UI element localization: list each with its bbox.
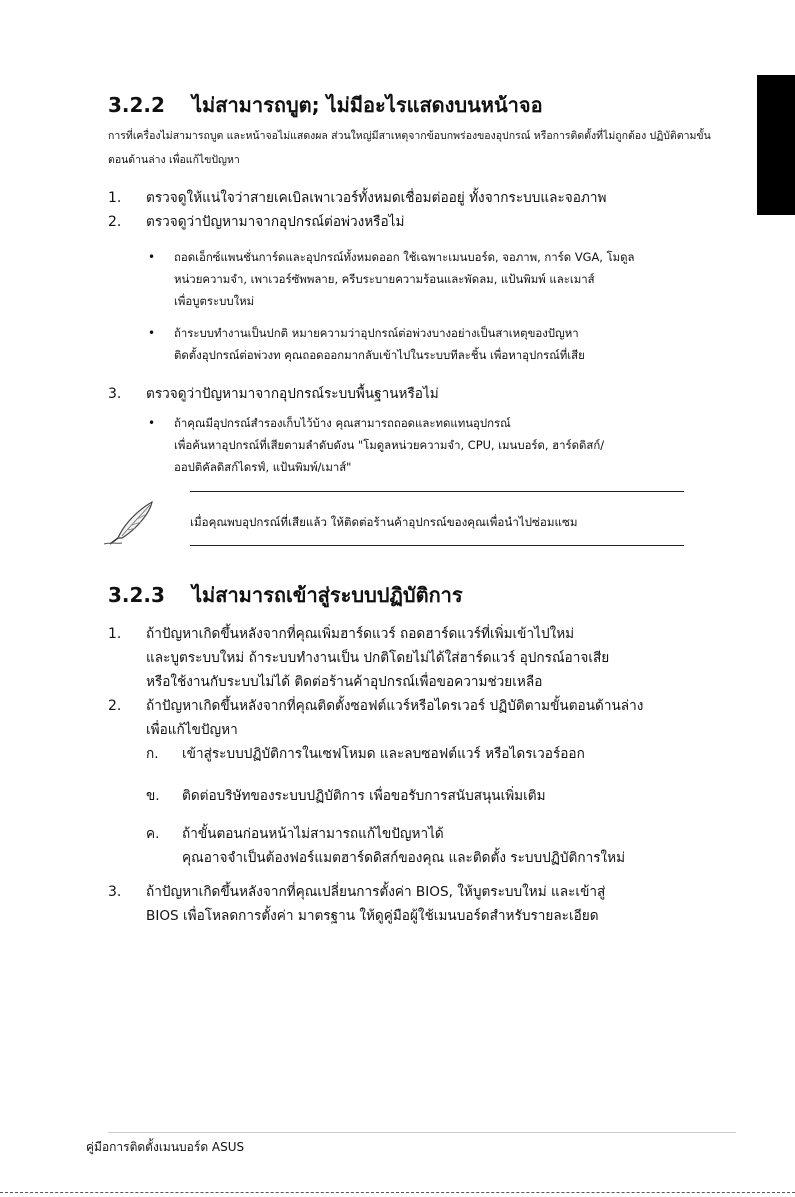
section-title: ไม่สามารถเข้าสู่ระบบปฏิบัติการ — [192, 583, 463, 607]
bullet-dot: • — [148, 326, 156, 340]
note-top-rule — [190, 491, 684, 492]
sub-step-label: ข. — [146, 788, 160, 804]
step-text: ตรวจดูว่าปัญหามาจากอุปกรณ์ต่อพ่วงหรือไม่ — [146, 214, 405, 230]
intro-paragraph: การที่เครื่องไม่สามารถบูต และหน้าจอไม่แสดงผล ส่วนใหญ่มีสาเหตุจากข้อบกพร่องของอุปกรณ์ หรือการติดตั้งที่ไม่ถูกต้อง ปฏิบัติตามขั้นตอนด้านล่าง เพื่อแก้ไขปัญหา — [108, 130, 711, 166]
pen-icon — [100, 498, 160, 548]
bullet-line: ถอดเอ็กซ์แพนชั่นการ์ดและอุปกรณ์ทั้งหมดออก ใช้เฉพาะเมนบอร์ด, จอภาพ, การ์ด VGA, โมดูล — [174, 250, 635, 264]
sub-step-line: เข้าสู่ระบบปฏิบัติการในเซฟโหมด และลบซอฟต์แวร์ หรือไดรเวอร์ออก — [182, 746, 585, 762]
language-tab-marker — [757, 75, 795, 215]
sub-step-label: ก. — [146, 746, 159, 762]
step-text: ตรวจดูว่าปัญหามาจากอุปกรณ์ระบบพื้นฐานหรือไม่ — [146, 386, 439, 402]
page-footer: คู่มือการติดตั้งเมนบอร์ด ASUS — [86, 1140, 245, 1154]
step-line: หรือใช้งานกับระบบไม่ได้ ติดต่อร้านค้าอุปกรณ์เพื่อขอความช่วยเหลือ — [146, 674, 543, 690]
sub-step-line: ถ้าขั้นตอนก่อนหน้าไม่สามารถแก้ไขปัญหาได้ — [182, 826, 444, 842]
step-line: ถ้าปัญหาเกิดขึ้นหลังจากที่คุณเปลี่ยนการตั้งค่า BIOS, ให้บูตระบบใหม่ และเข้าสู่ — [146, 884, 606, 900]
section-heading — [108, 582, 463, 608]
bullet-line: เพื่อค้นหาอุปกรณ์ที่เสียตามลำดับดังน "โมดูลหน่วยความจำ, CPU, เมนบอร์ด, ฮาร์ดดิสก์/ — [174, 438, 605, 452]
step-text: ตรวจดูให้แน่ใจว่าสายเคเบิลเพาเวอร์ทั้งหมดเชื่อมต่ออยู่ ทั้งจากระบบและจอภาพ — [146, 190, 607, 206]
bullet-line: ติดตั้งอุปกรณ์ต่อพ่วงท คุณถอดออกมากลับเข้าไปในระบบทีละชิ้น เพื่อหาอุปกรณ์ที่เสีย — [174, 348, 585, 362]
bullet-line: หน่วยความจำ, เพาเวอร์ซัพพลาย, ครีบระบายความร้อนและพัดลม, แป้นพิมพ์ และเมาส์ — [174, 272, 595, 286]
section-heading — [108, 92, 543, 118]
sub-step-line: ติดต่อบริษัทของระบบปฏิบัติการ เพื่อขอรับการสนับสนุนเพิ่มเติม — [182, 788, 546, 804]
bullet-line: ถ้าระบบทำงานเป็นปกติ หมายความว่าอุปกรณ์ต่อพ่วงบางอย่างเป็นสาเหตุของปัญหา — [174, 326, 579, 340]
bullet-dot: • — [148, 416, 156, 430]
note-bottom-rule — [190, 545, 684, 546]
step-number: 2. — [108, 214, 122, 230]
step-line: และบูตระบบใหม่ ถ้าระบบทำงานเป็น ปกติโดยไม่ได้ใส่ฮาร์ดแวร์ อุปกรณ์อาจเสีย — [146, 650, 610, 666]
step-number: 2. — [108, 698, 122, 714]
footer-rule — [108, 1132, 736, 1133]
step-line: BIOS เพื่อโหลดการตั้งค่า มาตรฐาน ให้ดูคู่มือผู้ใช้เมนบอร์ดสำหรับรายละเอียด — [146, 908, 599, 924]
step-number: 3. — [108, 386, 122, 402]
sub-step-line: คุณอาจจำเป็นต้องฟอร์แมตฮาร์ดดิสก์ของคุณ และติดตั้ง ระบบปฏิบัติการใหม่ — [182, 850, 626, 866]
crop-line — [0, 1192, 795, 1193]
step-number: 3. — [108, 884, 122, 900]
step-line: ถ้าปัญหาเกิดขึ้นหลังจากที่คุณเพิ่มฮาร์ดแวร์ ถอดฮาร์ดแวร์ที่เพิ่มเข้าไปใหม่ — [146, 626, 575, 642]
section-title: ไม่สามารถบูต; ไม่มีอะไรแสดงบนหน้าจอ — [192, 93, 543, 117]
bullet-line: เพื่อบูตระบบใหม่ — [174, 294, 255, 308]
step-line: ถ้าปัญหาเกิดขึ้นหลังจากที่คุณติดตั้งซอฟต์แวร์หรือไดรเวอร์ ปฏิบัติตามขั้นตอนด้านล่าง — [146, 698, 644, 714]
sub-step-label: ค. — [146, 826, 160, 842]
section-number: 3.2.3 — [108, 583, 165, 607]
bullet-line: ออปติคัลดิสก์ไดรฟ์, แป้นพิมพ์/เมาส์" — [174, 460, 352, 474]
note-text: เมื่อคุณพบอุปกรณ์ที่เสียแล้ว ให้ติดต่อร้านค้าอุปกรณ์ของคุณเพื่อนำไปซ่อมแซม — [190, 515, 578, 529]
step-number: 1. — [108, 190, 122, 206]
step-line: เพื่อแก้ไขปัญหา — [146, 722, 238, 738]
step-number: 1. — [108, 626, 122, 642]
bullet-line: ถ้าคุณมีอุปกรณ์สำรองเก็บไว้บ้าง คุณสามารถถอดและทดแทนอุปกรณ์ — [174, 416, 511, 430]
section-number: 3.2.2 — [108, 93, 165, 117]
bullet-dot: • — [148, 250, 156, 264]
